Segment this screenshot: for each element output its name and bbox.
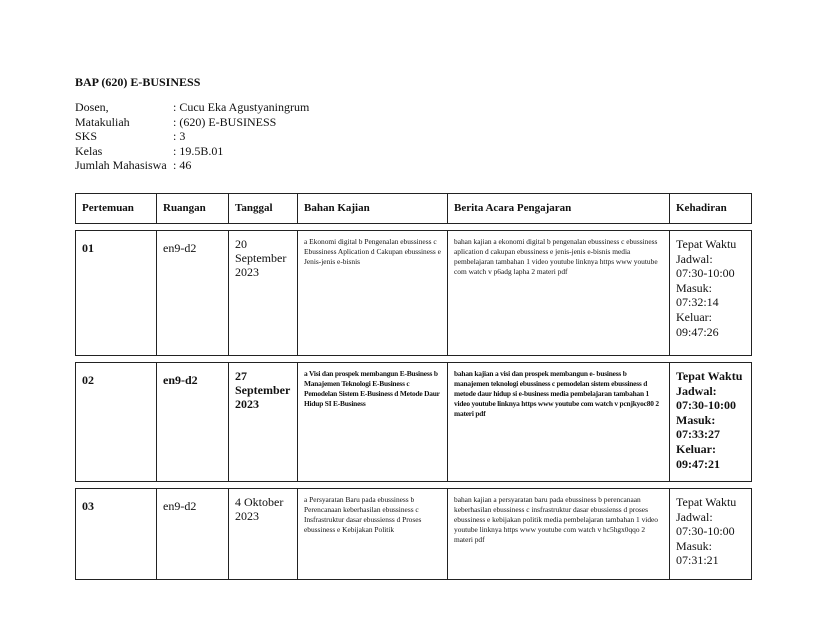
attendance-line: Jadwal: [676,509,713,524]
info-row-matakuliah [75,115,309,130]
cell-berita-acara: bahan kajian a ekonomi digital b pengenalan ebussiness c ebussiness aplication d cakupan ebussiness e jenis-jenis e-bisnis media pembelajaran tambahan 1 video youtube linknya https www youtube com watch v p6adg lapha 2 materi pdf [448,231,670,356]
attendance-table-wrapper [75,193,751,580]
info-row-jumlah-mahasiswa [75,158,309,173]
table-spacer [76,224,752,231]
attendance-line: Keluar: [676,309,712,324]
document-title: BAP (620) E-BUSINESS [75,75,201,89]
attendance-line: 07:30-10:00 [676,398,736,413]
cell-berita-acara: bahan kajian a visi dan prospek membangun e- business b manajemen teknologi ebussiness c pemodelan sistem ebussiness d metode daur hidup si e-business media pembelajaran tambahan 1 video youtube linknya https www youtube com watch v pcnjkyoc80 2 materi pdf [448,363,670,482]
attendance-line: Keluar: [676,441,716,456]
info-label: SKS [75,129,98,143]
cell-tanggal: 20 September 2023 [229,231,298,356]
attendance-status: Tepat Waktu [676,369,743,383]
info-row-dosen [75,100,309,115]
header-berita-acara: Berita Acara Pengajaran [448,194,670,224]
info-row-kelas [75,144,309,159]
cell-tanggal: 4 Oktober 2023 [229,489,298,580]
attendance-line: 07:32:14 [676,295,719,310]
attendance-line: 09:47:21 [676,456,720,471]
cell-kehadiran [670,231,752,356]
header-pertemuan: Pertemuan [76,194,157,224]
cell-kehadiran [670,489,752,580]
attendance-line: 07:30-10:00 [676,266,735,281]
cell-bahan-kajian: a Ekonomi digital b Pengenalan ebussiness c Ebussiness Aplication d Cakupan ebussiness e Jenis-jenis e-bisnis [298,231,448,356]
cell-bahan-kajian: a Visi dan prospek membangun E-Business b Manajemen Teknologi E-Business c Pemodelan Sistem E-Business d Metode Daur Hidup SI E-Business [298,363,448,482]
attendance-line: Masuk: [676,280,712,295]
table-row [76,231,752,356]
attendance-line: 09:47:26 [676,324,719,339]
cell-tanggal: 27 September 2023 [229,363,298,482]
info-value: : 3 [173,129,186,143]
attendance-status: Tepat Waktu [676,237,737,251]
attendance-status: Tepat Waktu [676,495,737,509]
cell-pertemuan: 01 [76,231,157,356]
info-value: : Cucu Eka Agustyaningrum [173,100,310,114]
info-row-sks [75,129,309,144]
cell-ruangan: en9-d2 [157,363,229,482]
info-label: Matakuliah [75,114,130,129]
cell-pertemuan: 02 [76,363,157,482]
info-value: : (620) E-BUSINESS [173,114,277,129]
header-ruangan: Ruangan [157,194,229,224]
info-value: : 19.5B.01 [173,143,224,158]
info-value: : 46 [173,158,192,172]
header-bahan-kajian: Bahan Kajian [298,194,448,224]
table-row [76,489,752,580]
attendance-line: Jadwal: [676,383,717,398]
cell-bahan-kajian: a Persyaratan Baru pada ebussiness b Perencanaan keberhasilan ebussiness c Insfrastruktur dasar ebussienss d Proses ebussiness e Kebijakan Politik [298,489,448,580]
info-label: Jumlah Mahasiswa [75,158,167,172]
course-info [75,100,309,173]
cell-kehadiran [670,363,752,482]
cell-ruangan: en9-d2 [157,489,229,580]
attendance-line: Masuk: [676,412,716,427]
attendance-line: 07:33:27 [676,427,720,442]
table-header-row [76,194,752,224]
table-spacer [76,356,752,363]
table-spacer [76,482,752,489]
header-kehadiran: Kehadiran [670,194,752,224]
attendance-line: 07:31:21 [676,553,719,568]
attendance-line: Jadwal: [676,251,713,266]
cell-pertemuan: 03 [76,489,157,580]
attendance-line: Masuk: [676,538,712,553]
attendance-table [75,193,752,580]
header-tanggal: Tanggal [229,194,298,224]
info-label: Dosen, [75,100,109,114]
cell-berita-acara: bahan kajian a persyaratan baru pada ebussiness b perencanaan keberhasilan ebussiness c insfrastruktur dasar ebussienss d proses ebussiness e kebijakan politik media pembelajaran tambahan 1 video youtube linknya https www youtube com watch v hc5hgx0qqo 2 materi pdf [448,489,670,580]
cell-ruangan: en9-d2 [157,231,229,356]
table-row [76,363,752,482]
attendance-line: 07:30-10:00 [676,524,735,539]
info-label: Kelas [75,143,103,158]
